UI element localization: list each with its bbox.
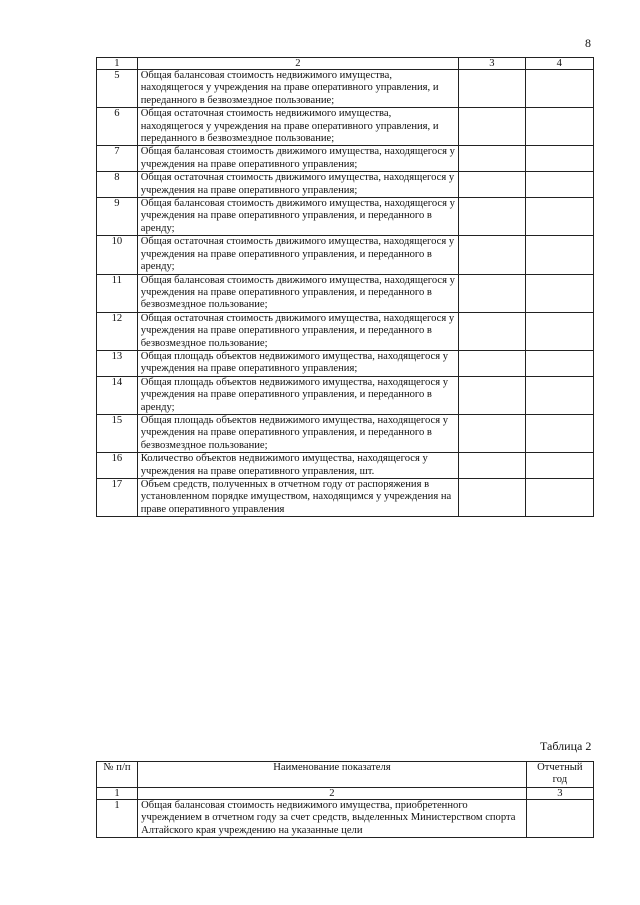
row-number: 13 bbox=[97, 350, 138, 376]
value-cell-col3 bbox=[526, 799, 593, 837]
column-index-2: 2 bbox=[138, 787, 527, 799]
indicator-name: Общая балансовая стоимость недвижимого имущества, приобретенного учреждением в отчетном году за счет средств, выделенных Министерством спорта Алтайского края учреждению на указанные цели bbox=[138, 799, 527, 837]
row-number: 9 bbox=[97, 198, 138, 236]
value-cell-col4 bbox=[525, 376, 593, 414]
row-number: 12 bbox=[97, 312, 138, 350]
header-reporting-year: Отчетный год bbox=[526, 762, 593, 788]
table-2-title: Таблица 2 bbox=[540, 739, 592, 753]
value-cell-col4 bbox=[525, 274, 593, 312]
table-row bbox=[97, 479, 594, 517]
value-cell-col3 bbox=[459, 274, 525, 312]
property-indicators-table bbox=[96, 57, 594, 517]
table-row bbox=[97, 453, 594, 479]
value-cell-col4 bbox=[525, 146, 593, 172]
row-number: 7 bbox=[97, 146, 138, 172]
value-cell-col3 bbox=[459, 312, 525, 350]
column-index-3: 3 bbox=[526, 787, 593, 799]
value-cell-col4 bbox=[525, 108, 593, 146]
value-cell-col4 bbox=[525, 350, 593, 376]
table-row bbox=[97, 799, 594, 837]
indicator-name: Общая балансовая стоимость движимого имущества, находящегося у учреждения на праве оперативного управления, и переданного в аренду; bbox=[137, 198, 458, 236]
indicator-name: Общая балансовая стоимость движимого имущества, находящегося у учреждения на праве оперативного управления; bbox=[137, 146, 458, 172]
value-cell-col3 bbox=[459, 70, 525, 108]
column-index-1: 1 bbox=[97, 58, 138, 70]
value-cell-col3 bbox=[459, 414, 525, 452]
row-number: 10 bbox=[97, 236, 138, 274]
table-row bbox=[97, 414, 594, 452]
header-indicator-name: Наименование показателя bbox=[138, 762, 527, 788]
indicator-name: Общая остаточная стоимость движимого имущества, находящегося у учреждения на праве оперативного управления, и переданного в аренду; bbox=[137, 236, 458, 274]
indicator-name: Общая балансовая стоимость движимого имущества, находящегося у учреждения на праве оперативного управления, и переданного в безвозмездное пользование; bbox=[137, 274, 458, 312]
table-row bbox=[97, 274, 594, 312]
indicator-name: Общая остаточная стоимость недвижимого имущества, находящегося у учреждения на праве оперативного управления, и переданного в безвозмездное пользование; bbox=[137, 108, 458, 146]
table-header-row bbox=[97, 58, 594, 70]
column-index-1: 1 bbox=[97, 787, 138, 799]
row-number: 16 bbox=[97, 453, 138, 479]
value-cell-col3 bbox=[459, 479, 525, 517]
table-row bbox=[97, 146, 594, 172]
value-cell-col4 bbox=[525, 312, 593, 350]
table-row bbox=[97, 312, 594, 350]
row-number: 5 bbox=[97, 70, 138, 108]
column-index-4: 4 bbox=[525, 58, 593, 70]
row-number: 1 bbox=[97, 799, 138, 837]
value-cell-col4 bbox=[525, 172, 593, 198]
value-cell-col4 bbox=[525, 236, 593, 274]
indicator-name: Общая площадь объектов недвижимого имущества, находящегося у учреждения на праве оперативного управления, и переданного в аренду; bbox=[137, 376, 458, 414]
table-row bbox=[97, 108, 594, 146]
indicator-name: Объем средств, полученных в отчетном году от распоряжения в установленном порядке имуществом, находящимся у учреждения на праве оперативного управления bbox=[137, 479, 458, 517]
row-number: 11 bbox=[97, 274, 138, 312]
table-row bbox=[97, 236, 594, 274]
value-cell-col3 bbox=[459, 236, 525, 274]
value-cell-col3 bbox=[459, 172, 525, 198]
value-cell-col4 bbox=[525, 453, 593, 479]
value-cell-col3 bbox=[459, 108, 525, 146]
row-number: 8 bbox=[97, 172, 138, 198]
column-index-row bbox=[97, 787, 594, 799]
row-number: 15 bbox=[97, 414, 138, 452]
indicator-name: Общая площадь объектов недвижимого имущества, находящегося у учреждения на праве оперативного управления, и переданного в безвозмездное пользование; bbox=[137, 414, 458, 452]
header-row-number: № п/п bbox=[97, 762, 138, 788]
value-cell-col4 bbox=[525, 70, 593, 108]
table-row bbox=[97, 70, 594, 108]
column-index-3: 3 bbox=[459, 58, 525, 70]
indicator-name: Общая остаточная стоимость движимого имущества, находящегося у учреждения на праве оперативного управления, и переданного в безвозмездное пользование; bbox=[137, 312, 458, 350]
value-cell-col4 bbox=[525, 198, 593, 236]
indicator-name: Общая площадь объектов недвижимого имущества, находящегося у учреждения на праве оперативного управления; bbox=[137, 350, 458, 376]
row-number: 6 bbox=[97, 108, 138, 146]
value-cell-col3 bbox=[459, 146, 525, 172]
table-row bbox=[97, 198, 594, 236]
value-cell-col4 bbox=[525, 414, 593, 452]
row-number: 14 bbox=[97, 376, 138, 414]
acquired-property-table bbox=[96, 761, 594, 838]
indicator-name: Общая балансовая стоимость недвижимого имущества, находящегося у учреждения на праве оперативного управления, и переданного в безвозмездное пользование; bbox=[137, 70, 458, 108]
table-row bbox=[97, 350, 594, 376]
table-header-row bbox=[97, 762, 594, 788]
table-row bbox=[97, 376, 594, 414]
table-row bbox=[97, 172, 594, 198]
value-cell-col3 bbox=[459, 350, 525, 376]
value-cell-col3 bbox=[459, 376, 525, 414]
indicator-name: Количество объектов недвижимого имущества, находящегося у учреждения на праве оперативного управления, шт. bbox=[137, 453, 458, 479]
value-cell-col4 bbox=[525, 479, 593, 517]
value-cell-col3 bbox=[459, 198, 525, 236]
value-cell-col3 bbox=[459, 453, 525, 479]
indicator-name: Общая остаточная стоимость движимого имущества, находящегося у учреждения на праве оперативного управления; bbox=[137, 172, 458, 198]
column-index-2: 2 bbox=[137, 58, 458, 70]
page-number: 8 bbox=[585, 36, 591, 50]
row-number: 17 bbox=[97, 479, 138, 517]
